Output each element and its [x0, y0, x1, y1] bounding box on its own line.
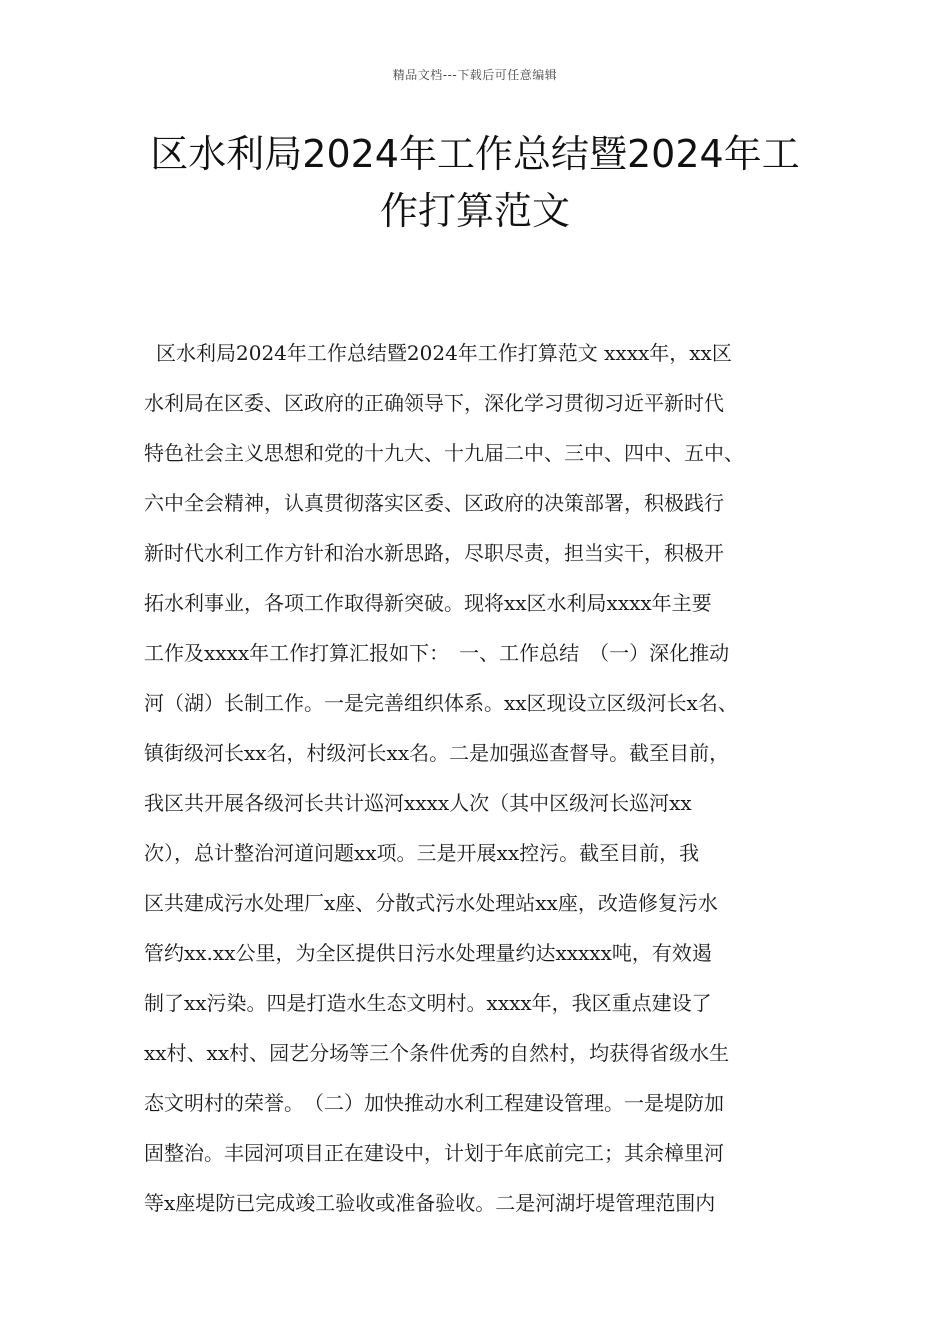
body-paragraph-line: 态文明村的荣誉。 （二）加快推动水利工程建设管理。一是堤防加	[144, 1091, 724, 1115]
body-paragraph-line: 河（湖）长制工作。一是完善组织体系。xx区现设立区级河长x名、	[144, 691, 738, 715]
document-title-line-1: 区水利局2024年工作总结暨2024年工	[150, 132, 800, 176]
body-paragraph-line: 我区共开展各级河长共计巡河xxxx人次（其中区级河长巡河xx	[144, 791, 692, 815]
document-body	[144, 328, 844, 1228]
body-paragraph-line: xx村、xx村、园艺分场等三个条件优秀的自然村，均获得省级水生	[144, 1041, 730, 1065]
document-title	[120, 126, 830, 240]
body-paragraph-line: 六中全会精神，认真贯彻落实区委、区政府的决策部署，积极践行	[144, 491, 724, 515]
body-paragraph-line: 固整治。丰园河项目正在建设中，计划于年底前完工；其余樟里河	[144, 1141, 724, 1165]
body-paragraph-line: 次），总计整治河道问题xx项。三是开展xx控污。截至目前，我	[144, 841, 700, 865]
body-paragraph-line: 等x座堤防已完成竣工验收或准备验收。二是河湖圩堤管理范围内	[144, 1191, 716, 1215]
body-paragraph-line: 镇街级河长xx名，村级河长xx名。二是加强巡查督导。截至目前，	[144, 741, 730, 765]
body-paragraph-line: 区共建成污水处理厂x座、分散式污水处理站xx座，改造修复污水	[144, 891, 718, 915]
body-paragraph-line: 工作及xxxx年工作打算汇报如下： 一、工作总结 （一）深化推动	[144, 641, 730, 665]
page-header-watermark: 精品文档---下载后可任意编辑	[392, 68, 558, 82]
body-paragraph-line: 拓水利事业，各项工作取得新突破。现将xx区水利局xxxx年主要	[144, 591, 712, 615]
body-paragraph-line: 新时代水利工作方针和治水新思路，尽职尽责，担当实干，积极开	[144, 541, 724, 565]
body-paragraph-line: 水利局在区委、区政府的正确领导下，深化学习贯彻习近平新时代	[144, 391, 724, 415]
body-paragraph-line: 管约xx.xx公里，为全区提供日污水处理量约达xxxxx吨，有效遏	[144, 941, 712, 965]
body-paragraph-line: 区水利局2024年工作总结暨2024年工作打算范文 xxxx年，xx区	[156, 341, 732, 365]
document-title-line-2: 作打算范文	[379, 189, 570, 233]
body-paragraph-line: 制了xx污染。四是打造水生态文明村。xxxx年，我区重点建设了	[144, 991, 712, 1015]
body-paragraph-line: 特色社会主义思想和党的十九大、十九届二中、三中、四中、五中、	[144, 441, 744, 465]
